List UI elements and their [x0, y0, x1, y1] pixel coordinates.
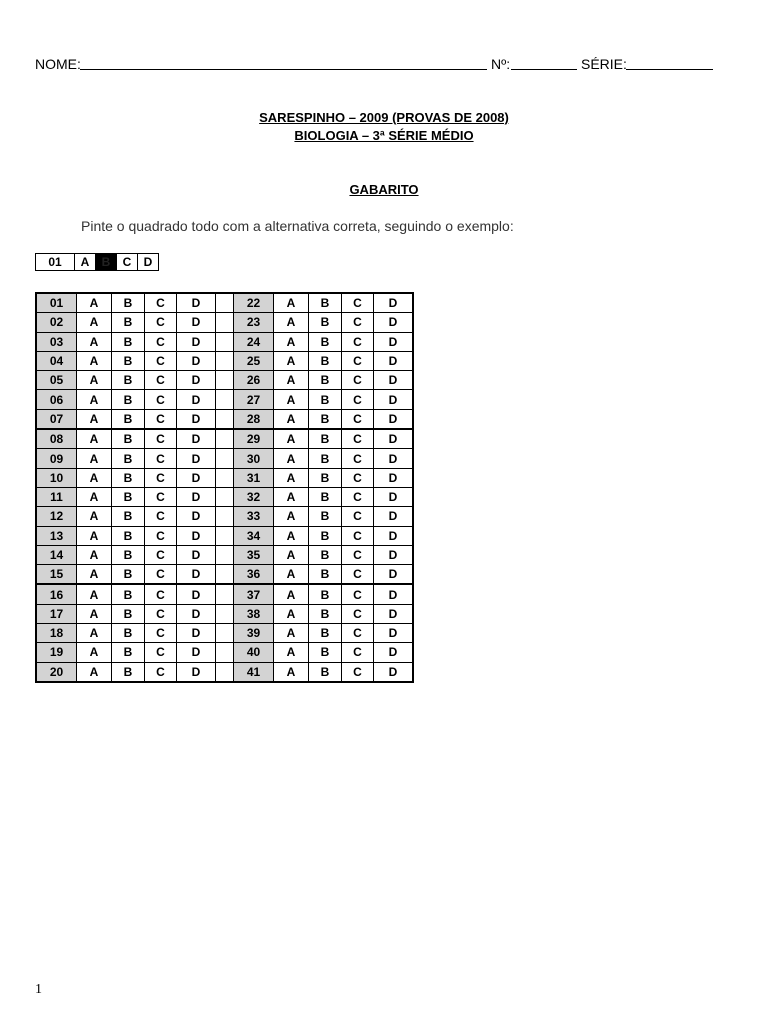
answer-option-a-left[interactable]: A — [77, 468, 112, 487]
answer-option-c-left[interactable]: C — [145, 390, 177, 409]
answer-option-d-right[interactable]: D — [374, 332, 414, 351]
answer-option-b-left[interactable]: B — [112, 565, 145, 585]
answer-option-a-left[interactable]: A — [77, 662, 112, 682]
answer-option-c-left[interactable]: C — [145, 584, 177, 604]
answer-option-a-right[interactable]: A — [274, 545, 309, 564]
answer-option-a-left[interactable]: A — [77, 313, 112, 332]
answer-option-b-right[interactable]: B — [309, 487, 342, 506]
answer-option-b-left[interactable]: B — [112, 390, 145, 409]
answer-option-b-right[interactable]: B — [309, 545, 342, 564]
answer-option-d-left[interactable]: D — [177, 604, 216, 623]
answer-row — [36, 351, 413, 370]
answer-option-b-right[interactable]: B — [309, 449, 342, 468]
instruction-text: Pinte o quadrado todo com a alternativa correta, seguindo o exemplo: — [81, 218, 514, 234]
answer-option-d-right[interactable]: D — [374, 409, 414, 429]
question-number-left: 17 — [36, 604, 77, 623]
answer-option-b-right[interactable]: B — [309, 332, 342, 351]
answer-row — [36, 293, 413, 313]
answer-option-d-right[interactable]: D — [374, 507, 414, 526]
answer-row — [36, 526, 413, 545]
answer-option-b-left[interactable]: B — [112, 643, 145, 662]
question-number-left: 09 — [36, 449, 77, 468]
answer-row — [36, 604, 413, 623]
answer-option-a-left[interactable]: A — [77, 643, 112, 662]
answer-option-a-right[interactable]: A — [274, 565, 309, 585]
answer-option-b-left[interactable]: B — [112, 604, 145, 623]
answer-option-a-right[interactable]: A — [274, 409, 309, 429]
answer-option-d-left[interactable]: D — [177, 390, 216, 409]
question-number-left: 20 — [36, 662, 77, 682]
answer-option-a-left[interactable]: A — [77, 526, 112, 545]
answer-option-c-right[interactable]: C — [342, 662, 374, 682]
answer-option-b-right[interactable]: B — [309, 604, 342, 623]
question-number-right: 36 — [234, 565, 274, 585]
answer-option-d-left[interactable]: D — [177, 507, 216, 526]
answer-option-b-right[interactable]: B — [309, 662, 342, 682]
answer-option-a-right[interactable]: A — [274, 526, 309, 545]
answer-option-d-right[interactable]: D — [374, 565, 414, 585]
answer-option-d-right[interactable]: D — [374, 468, 414, 487]
column-gap — [216, 371, 234, 390]
column-gap — [216, 313, 234, 332]
question-number-right: 27 — [234, 390, 274, 409]
question-number-right: 31 — [234, 468, 274, 487]
answer-option-c-left[interactable]: C — [145, 468, 177, 487]
answer-option-b-right[interactable]: B — [309, 313, 342, 332]
answer-option-a-left[interactable]: A — [77, 584, 112, 604]
answer-option-d-left[interactable]: D — [177, 643, 216, 662]
column-gap — [216, 526, 234, 545]
answer-row — [36, 545, 413, 564]
answer-option-c-right[interactable]: C — [342, 449, 374, 468]
answer-option-d-left[interactable]: D — [177, 487, 216, 506]
answer-option-b-left[interactable]: B — [112, 487, 145, 506]
answer-option-a-right[interactable]: A — [274, 468, 309, 487]
answer-option-b-left[interactable]: B — [112, 449, 145, 468]
serie-field-line[interactable] — [626, 69, 713, 70]
answer-option-d-left[interactable]: D — [177, 409, 216, 429]
question-number-left: 07 — [36, 409, 77, 429]
answer-option-c-right[interactable]: C — [342, 487, 374, 506]
answer-option-c-left[interactable]: C — [145, 507, 177, 526]
serie-label: SÉRIE: — [581, 56, 627, 72]
question-number-right: 28 — [234, 409, 274, 429]
answer-option-c-left[interactable]: C — [145, 487, 177, 506]
answer-option-d-right[interactable]: D — [374, 449, 414, 468]
answer-option-a-left[interactable]: A — [77, 371, 112, 390]
answer-row — [36, 624, 413, 643]
answer-option-a-right[interactable]: A — [274, 584, 309, 604]
answer-option-c-left[interactable]: C — [145, 604, 177, 623]
answer-option-c-right[interactable]: C — [342, 643, 374, 662]
answer-option-a-right[interactable]: A — [274, 662, 309, 682]
answer-row — [36, 565, 413, 585]
answer-option-c-left[interactable]: C — [145, 429, 177, 449]
answer-option-b-right[interactable]: B — [309, 624, 342, 643]
answer-option-b-right[interactable]: B — [309, 526, 342, 545]
answer-option-b-left[interactable]: B — [112, 584, 145, 604]
column-gap — [216, 449, 234, 468]
subject-title: BIOLOGIA – 3ª SÉRIE MÉDIO — [294, 128, 474, 143]
column-gap — [216, 662, 234, 682]
answer-option-a-right[interactable]: A — [274, 351, 309, 370]
answer-row — [36, 662, 413, 682]
question-number-right: 30 — [234, 449, 274, 468]
question-number-right: 41 — [234, 662, 274, 682]
question-number-left: 05 — [36, 371, 77, 390]
answer-option-c-left[interactable]: C — [145, 332, 177, 351]
answer-option-d-left[interactable]: D — [177, 526, 216, 545]
answer-option-c-right[interactable]: C — [342, 468, 374, 487]
example-number: 01 — [36, 254, 75, 271]
answer-option-c-right[interactable]: C — [342, 429, 374, 449]
answer-option-c-right[interactable]: C — [342, 584, 374, 604]
answer-option-c-left[interactable]: C — [145, 624, 177, 643]
answer-option-a-left[interactable]: A — [77, 449, 112, 468]
answer-row — [36, 487, 413, 506]
answer-row — [36, 371, 413, 390]
question-number-right: 32 — [234, 487, 274, 506]
answer-option-c-left[interactable]: C — [145, 351, 177, 370]
answer-option-b-right[interactable]: B — [309, 643, 342, 662]
answer-option-d-left[interactable]: D — [177, 449, 216, 468]
answer-option-d-left[interactable]: D — [177, 584, 216, 604]
column-gap — [216, 545, 234, 564]
answer-option-c-right[interactable]: C — [342, 545, 374, 564]
answer-option-b-right[interactable]: B — [309, 565, 342, 585]
question-number-right: 35 — [234, 545, 274, 564]
answer-row — [36, 313, 413, 332]
answer-option-b-left[interactable]: B — [112, 624, 145, 643]
answer-option-c-left[interactable]: C — [145, 449, 177, 468]
answer-option-b-left[interactable]: B — [112, 526, 145, 545]
answer-option-b-right[interactable]: B — [309, 409, 342, 429]
answer-option-b-left[interactable]: B — [112, 662, 145, 682]
answer-option-b-right[interactable]: B — [309, 429, 342, 449]
answer-option-c-right[interactable]: C — [342, 390, 374, 409]
answer-option-a-left[interactable]: A — [77, 332, 112, 351]
number-label: Nº: — [491, 56, 511, 72]
column-gap — [216, 643, 234, 662]
question-number-left: 16 — [36, 584, 77, 604]
question-number-left: 15 — [36, 565, 77, 585]
answer-option-d-right[interactable]: D — [374, 662, 414, 682]
answer-option-a-right[interactable]: A — [274, 429, 309, 449]
answer-option-a-right[interactable]: A — [274, 293, 309, 313]
answer-option-b-left[interactable]: B — [112, 429, 145, 449]
question-number-right: 23 — [234, 313, 274, 332]
answer-option-d-left[interactable]: D — [177, 332, 216, 351]
answer-row — [36, 390, 413, 409]
column-gap — [216, 351, 234, 370]
answer-option-c-right[interactable]: C — [342, 409, 374, 429]
question-number-left: 11 — [36, 487, 77, 506]
answer-option-d-left[interactable]: D — [177, 545, 216, 564]
question-number-left: 18 — [36, 624, 77, 643]
answer-row — [36, 449, 413, 468]
answer-option-d-left[interactable]: D — [177, 662, 216, 682]
answer-option-d-right[interactable]: D — [374, 371, 414, 390]
answer-option-a-left[interactable]: A — [77, 409, 112, 429]
answer-row — [36, 507, 413, 526]
answer-option-b-right[interactable]: B — [309, 468, 342, 487]
answer-option-c-right[interactable]: C — [342, 293, 374, 313]
answer-option-c-right[interactable]: C — [342, 313, 374, 332]
answer-option-d-left[interactable]: D — [177, 371, 216, 390]
answer-option-d-right[interactable]: D — [374, 545, 414, 564]
answer-option-a-right[interactable]: A — [274, 371, 309, 390]
answer-option-c-right[interactable]: C — [342, 604, 374, 623]
answer-option-b-right[interactable]: B — [309, 584, 342, 604]
exam-title: SARESPINHO – 2009 (PROVAS DE 2008) — [259, 110, 509, 125]
answer-option-a-left[interactable]: A — [77, 507, 112, 526]
page-number: 1 — [35, 982, 42, 997]
answer-option-c-left[interactable]: C — [145, 545, 177, 564]
answer-option-a-right[interactable]: A — [274, 507, 309, 526]
answer-option-b-left[interactable]: B — [112, 313, 145, 332]
answer-row — [36, 332, 413, 351]
answer-option-c-left[interactable]: C — [145, 643, 177, 662]
question-number-right: 34 — [234, 526, 274, 545]
answer-option-d-left[interactable]: D — [177, 468, 216, 487]
answer-option-a-left[interactable]: A — [77, 351, 112, 370]
column-gap — [216, 507, 234, 526]
question-number-left: 06 — [36, 390, 77, 409]
column-gap — [216, 332, 234, 351]
column-gap — [216, 565, 234, 585]
answer-option-d-right[interactable]: D — [374, 351, 414, 370]
answer-option-a-right[interactable]: A — [274, 624, 309, 643]
answer-option-d-left[interactable]: D — [177, 565, 216, 585]
answer-sheet-grid — [35, 292, 414, 683]
answer-option-c-right[interactable]: C — [342, 332, 374, 351]
answer-option-a-right[interactable]: A — [274, 332, 309, 351]
answer-option-b-left[interactable]: B — [112, 468, 145, 487]
answer-option-a-right[interactable]: A — [274, 643, 309, 662]
answer-option-d-left[interactable]: D — [177, 351, 216, 370]
answer-option-c-right[interactable]: C — [342, 526, 374, 545]
answer-option-d-right[interactable]: D — [374, 293, 414, 313]
answer-option-c-left[interactable]: C — [145, 565, 177, 585]
name-field-line[interactable] — [80, 69, 487, 70]
answer-option-b-left[interactable]: B — [112, 409, 145, 429]
answer-option-a-left[interactable]: A — [77, 487, 112, 506]
answer-option-a-right[interactable]: A — [274, 487, 309, 506]
question-number-right: 37 — [234, 584, 274, 604]
question-number-left: 04 — [36, 351, 77, 370]
answer-option-a-right[interactable]: A — [274, 313, 309, 332]
answer-option-d-right[interactable]: D — [374, 390, 414, 409]
question-number-left: 03 — [36, 332, 77, 351]
answer-option-d-right[interactable]: D — [374, 429, 414, 449]
column-gap — [216, 604, 234, 623]
column-gap — [216, 409, 234, 429]
answer-option-c-left[interactable]: C — [145, 662, 177, 682]
answer-option-d-right[interactable]: D — [374, 604, 414, 623]
example-option-a: A — [75, 254, 96, 271]
question-number-right: 22 — [234, 293, 274, 313]
question-number-left: 19 — [36, 643, 77, 662]
answer-row — [36, 468, 413, 487]
answer-option-c-left[interactable]: C — [145, 293, 177, 313]
question-number-left: 08 — [36, 429, 77, 449]
answer-option-c-right[interactable]: C — [342, 371, 374, 390]
answer-option-b-left[interactable]: B — [112, 507, 145, 526]
answer-option-c-left[interactable]: C — [145, 313, 177, 332]
answer-option-b-right[interactable]: B — [309, 390, 342, 409]
question-number-right: 40 — [234, 643, 274, 662]
answer-option-d-left[interactable]: D — [177, 313, 216, 332]
answer-option-c-right[interactable]: C — [342, 351, 374, 370]
answer-option-a-right[interactable]: A — [274, 449, 309, 468]
example-option-d: D — [138, 254, 159, 271]
question-number-right: 33 — [234, 507, 274, 526]
question-number-right: 29 — [234, 429, 274, 449]
answer-option-a-left[interactable]: A — [77, 604, 112, 623]
example-option-b-marked: B — [96, 254, 117, 271]
answer-option-c-right[interactable]: C — [342, 507, 374, 526]
question-number-left: 13 — [36, 526, 77, 545]
answer-option-c-right[interactable]: C — [342, 565, 374, 585]
question-number-left: 12 — [36, 507, 77, 526]
answer-option-b-right[interactable]: B — [309, 293, 342, 313]
answer-option-c-left[interactable]: C — [145, 371, 177, 390]
answer-option-a-left[interactable]: A — [77, 545, 112, 564]
answer-row — [36, 643, 413, 662]
answer-option-b-left[interactable]: B — [112, 545, 145, 564]
answer-option-d-right[interactable]: D — [374, 487, 414, 506]
answer-option-d-right[interactable]: D — [374, 624, 414, 643]
answer-option-b-right[interactable]: B — [309, 351, 342, 370]
answer-option-d-left[interactable]: D — [177, 624, 216, 643]
column-gap — [216, 624, 234, 643]
number-field-line[interactable] — [511, 69, 577, 70]
answer-option-d-right[interactable]: D — [374, 643, 414, 662]
answer-option-c-right[interactable]: C — [342, 624, 374, 643]
answer-row — [36, 584, 413, 604]
question-number-right: 38 — [234, 604, 274, 623]
answer-option-a-right[interactable]: A — [274, 604, 309, 623]
answer-option-b-left[interactable]: B — [112, 371, 145, 390]
answer-option-a-right[interactable]: A — [274, 390, 309, 409]
question-number-right: 39 — [234, 624, 274, 643]
answer-option-d-right[interactable]: D — [374, 313, 414, 332]
answer-option-a-left[interactable]: A — [77, 565, 112, 585]
question-number-right: 25 — [234, 351, 274, 370]
column-gap — [216, 429, 234, 449]
answer-option-a-left[interactable]: A — [77, 293, 112, 313]
question-number-left: 10 — [36, 468, 77, 487]
answer-option-c-left[interactable]: C — [145, 526, 177, 545]
question-number-left: 02 — [36, 313, 77, 332]
answer-option-d-left[interactable]: D — [177, 293, 216, 313]
answer-option-a-left[interactable]: A — [77, 429, 112, 449]
example-answer-row — [35, 253, 159, 271]
answer-row — [36, 429, 413, 449]
answer-option-c-left[interactable]: C — [145, 409, 177, 429]
column-gap — [216, 487, 234, 506]
name-label: NOME: — [35, 56, 81, 72]
answer-option-b-left[interactable]: B — [112, 332, 145, 351]
question-number-right: 26 — [234, 371, 274, 390]
answer-option-b-right[interactable]: B — [309, 371, 342, 390]
answer-option-b-right[interactable]: B — [309, 507, 342, 526]
answer-option-a-left[interactable]: A — [77, 624, 112, 643]
question-number-left: 01 — [36, 293, 77, 313]
column-gap — [216, 390, 234, 409]
column-gap — [216, 468, 234, 487]
column-gap — [216, 584, 234, 604]
question-number-right: 24 — [234, 332, 274, 351]
answer-option-b-left[interactable]: B — [112, 293, 145, 313]
question-number-left: 14 — [36, 545, 77, 564]
gabarito-title: GABARITO — [349, 182, 419, 197]
example-option-c: C — [117, 254, 138, 271]
student-info-line — [35, 54, 715, 74]
column-gap — [216, 293, 234, 313]
answer-option-d-right[interactable]: D — [374, 526, 414, 545]
answer-option-d-right[interactable]: D — [374, 584, 414, 604]
answer-option-d-left[interactable]: D — [177, 429, 216, 449]
answer-row — [36, 409, 413, 429]
answer-option-b-left[interactable]: B — [112, 351, 145, 370]
answer-option-a-left[interactable]: A — [77, 390, 112, 409]
